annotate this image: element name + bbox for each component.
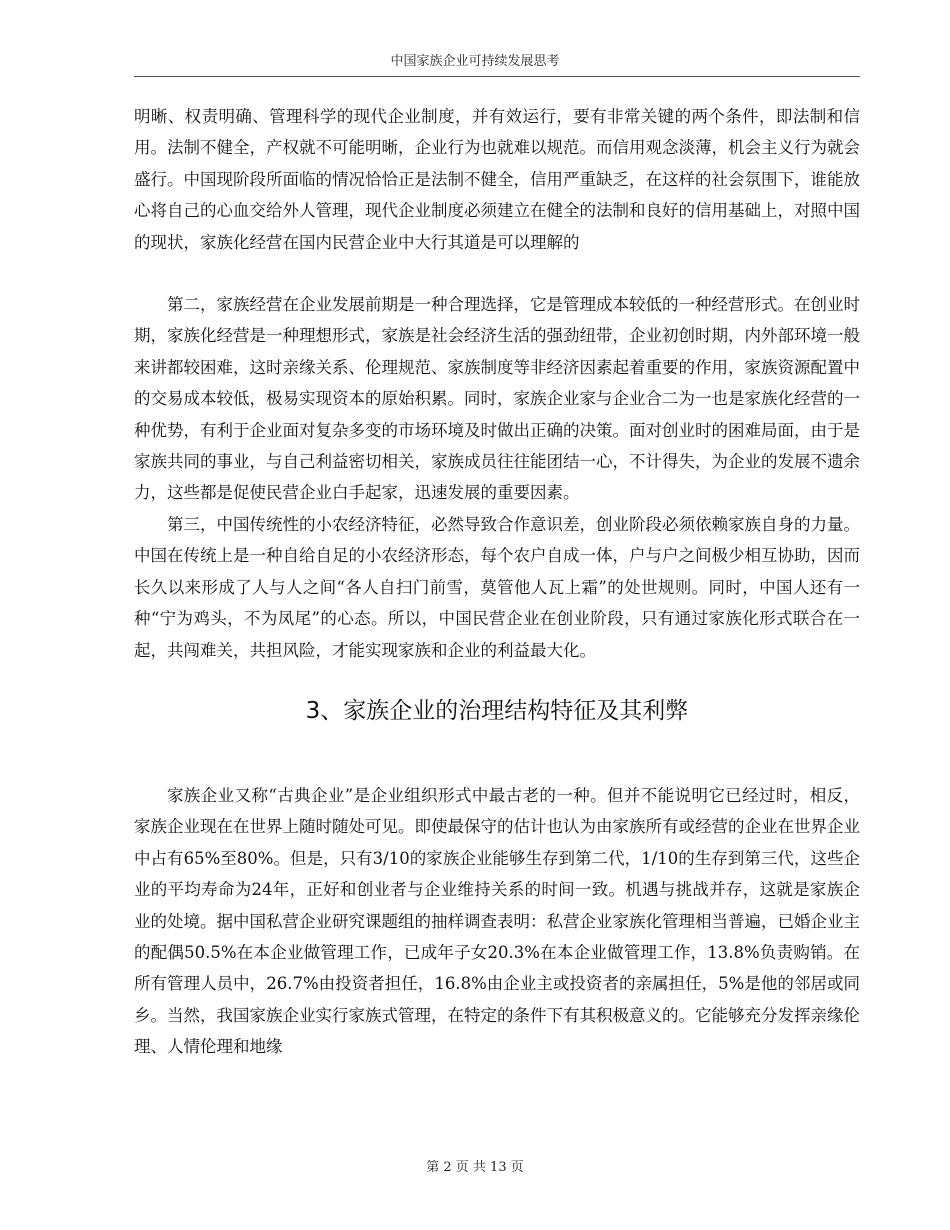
page-number: 第 2 页 共 13 页: [426, 1160, 524, 1175]
header-divider: [134, 76, 860, 77]
paragraph-third-point: 第三，中国传统性的小农经济特征，必然导致合作意识差，创业阶段必须依赖家族自身的力量。中国在传统上是一种自给自足的小农经济形态，每个农户自成一体，户与户之间极少相互协助，因而长久以来形成了人与人之间“各人自扫门前雪，莫管他人瓦上霜”的处世规则。同时，中国人还有一种“宁为鸡头，不为凤尾”的心态。所以，中国民营企业在创业阶段，只有通过家族化形式联合在一起，共闯难关，共担风险，才能实现家族和企业的利益最大化。: [134, 514, 860, 660]
document-body: [134, 101, 860, 1063]
header-title: 中国家族企业可持续发展思考: [390, 54, 560, 69]
page-header: [0, 50, 950, 69]
section-heading: 3、家族企业的治理结构特征及其利弊: [305, 697, 689, 724]
paragraph-family-enterprise: 家族企业又称“古典企业”是企业组织形式中最古老的一种。但并不能说明它已经过时，相反，家族企业现在在世界上随时随处可见。即使最保守的估计也认为由家族所有或经营的企业在世界企业中占有65%至80%。但是，只有3/10的家族企业能够生存到第二代，1/10的生存到第三代，这些企业的平均寿命为24年，正好和创业者与企业维持关系的时间一致。机遇与挑战并存，这就是家族企业的处境。据中国私营企业研究课题组的抽样调查表明：私营企业家族化管理相当普遍，已婚企业主的配偶50.5%在本企业做管理工作，已成年子女20.3%在本企业做管理工作，13.8%负责购销。在所有管理人员中，26.7%由投资者担任，16.8%由企业主或投资者的亲属担任，5%是他的邻居或同乡。当然，我国家族企业实行家族式管理，在特定的条件下有其积极意义的。它能够充分发挥亲缘伦理、人情伦理和地缘: [134, 785, 860, 1057]
paragraph-second-point: 第二，家族经营在企业发展前期是一种合理选择，它是管理成本较低的一种经营形式。在创业时期，家族化经营是一种理想形式，家族是社会经济生活的强劲纽带，企业初创时期，内外部环境一般来讲都较困难，这时亲缘关系、伦理规范、家族制度等非经济因素起着重要的作用，家族资源配置中的交易成本较低，极易实现资本的原始积累。同时，家族企业家与企业合二为一也是家族化经营的一种优势，有利于企业面对复杂多变的市场环境及时做出正确的决策。面对创业时的困难局面，由于是家族共同的事业，与自己利益密切相关，家族成员往往能团结一心，不计得失，为企业的发展不遗余力，这些都是促使民营企业白手起家，迅速发展的重要因素。: [134, 295, 860, 503]
paragraph-continuation: 明晰、权责明确、管理科学的现代企业制度，并有效运行，要有非常关键的两个条件，即法制和信用。法制不健全，产权就不可能明晰，企业行为也就难以规范。而信用观念淡薄，机会主义行为就会盛行。中国现阶段所面临的情况恰恰正是法制不健全，信用严重缺乏，在这样的社会氛围下，谁能放心将自己的心血交给外人管理，现代企业制度必须建立在健全的法制和良好的信用基础上，对照中国的现状，家族化经营在国内民营企业中大行其道是可以理解的: [134, 107, 860, 252]
page-footer: [0, 1156, 950, 1175]
